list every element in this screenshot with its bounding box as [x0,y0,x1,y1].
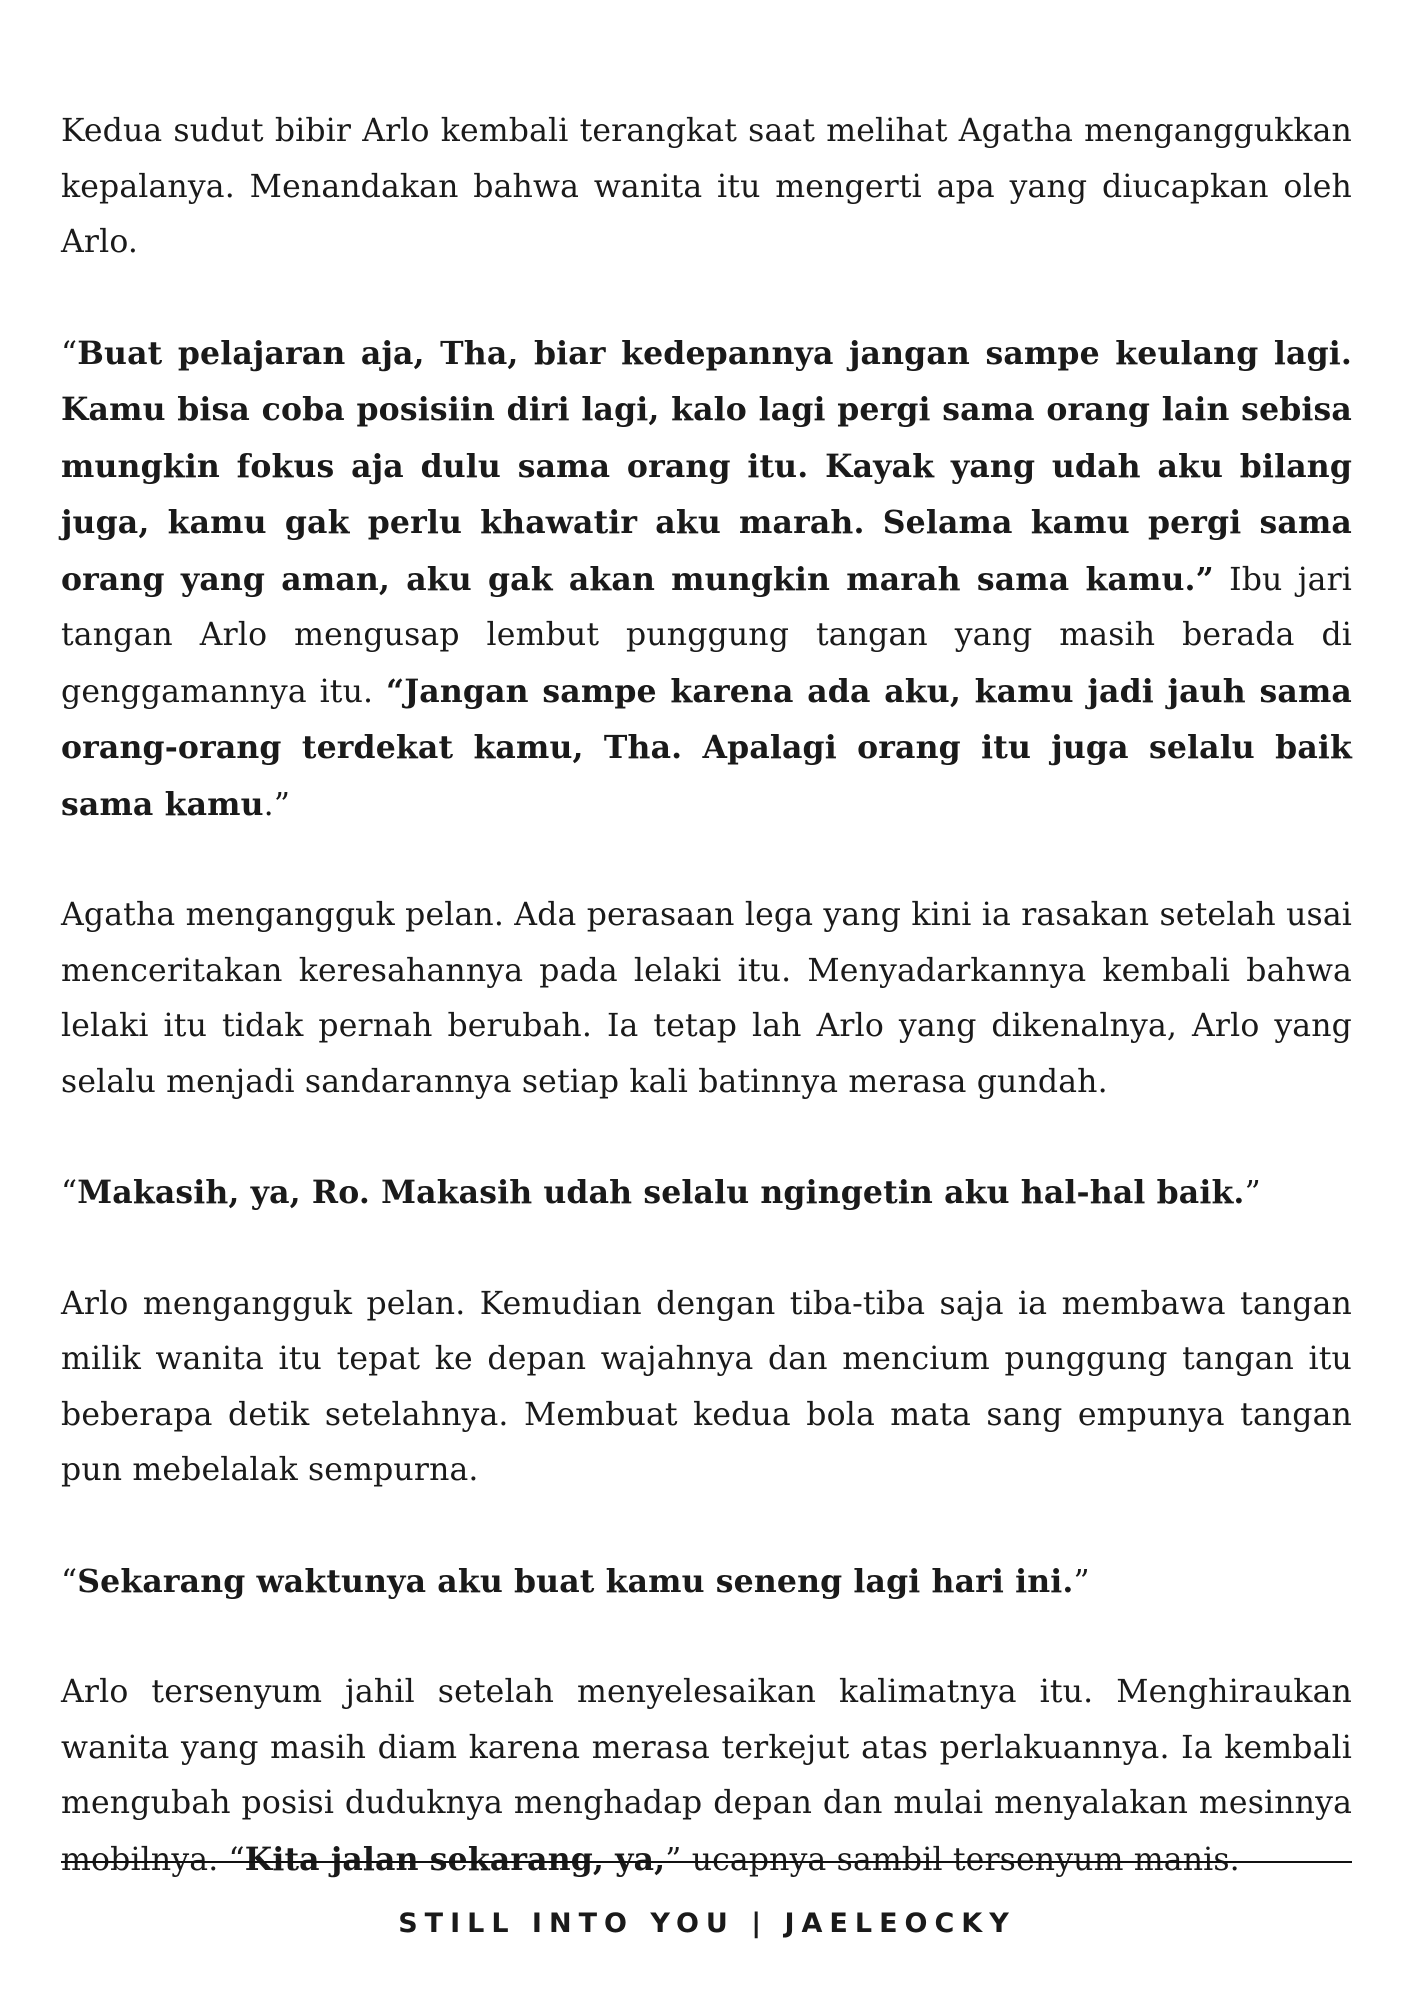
dialogue-bold: Kita jalan sekarang, ya, [244,1840,666,1878]
text-segment: Ibu jari tangan Arlo mengusap lembut punggung tangan yang masih berada di genggamannya itu. [61,561,1352,710]
dialogue-bold: Makasih, ya, Ro. Makasih udah selalu ngingetin aku hal-hal baik. [77,1174,1245,1211]
footer-divider [61,1861,1352,1863]
paragraph-6-dialogue [61,1554,1352,1611]
text-segment: “ [61,1563,78,1600]
text-segment: Arlo mengangguk pelan. Kemudian dengan tiba-tiba saja ia membawa tangan milik wanita itu tepat ke depan wajahnya dan mencium punggung tangan itu beberapa detik setelahnya. Membuat kedua bola mata sang empunya tangan pun mebelalak sempurna. [61,1285,1352,1488]
text-segment: “ [61,1175,78,1211]
text-segment: ” ucapnya sambil tersenyum manis. [665,1841,1240,1878]
paragraph-1 [61,104,1352,271]
dialogue-bold: Sekarang waktunya aku buat kamu seneng lagi hari ini. [77,1562,1074,1600]
text-segment: Agatha mengangguk pelan. Ada perasaan lega yang kini ia rasakan setelah usai menceritakan keresahannya pada lelaki itu. Menyadarkannya kembali bahwa lelaki itu tidak pernah berubah. Ia tetap lah Arlo yang dikenalnya, Arlo yang selalu menjadi sandarannya setiap kali batinnya merasa gundah. [61,897,1352,1100]
paragraph-7 [61,1665,1352,1888]
text-segment: Kedua sudut bibir Arlo kembali terangkat saat melihat Agatha menganggukkan kepalanya. Menandakan bahwa wanita itu mengerti apa yang diucapkan oleh Arlo. [61,113,1352,260]
text-segment: “ [61,335,78,372]
footer-title: STILL INTO YOU | JAELEOCKY [398,1908,1016,1939]
paragraph-3 [61,888,1352,1110]
dialogue-bold: “Jangan sampe karena ada aku, kamu jadi jauh sama orang-orang terdekat kamu, Tha. Apalagi orang itu juga selalu baik sama kamu [61,672,1352,823]
paragraph-4-dialogue [61,1165,1352,1222]
text-segment: .” [263,786,291,823]
dialogue-bold: Buat pelajaran aja, Tha, biar kedepannya jangan sampe keulang lagi. Kamu bisa coba posisiin diri lagi, kalo lagi pergi sama orang lain sebisa mungkin fokus aja dulu sama orang itu. Kayak yang udah aku bilang juga, kamu gak perlu khawatir aku marah. Selama kamu pergi sama orang yang aman, aku gak akan mungkin marah sama kamu.” [61,334,1352,598]
paragraph-5 [61,1277,1352,1499]
text-segment: ” [1244,1175,1261,1211]
story-page [61,104,1352,1943]
paragraph-2-dialogue [61,326,1352,834]
text-segment: ” [1073,1563,1090,1600]
text-segment: Arlo tersenyum jahil setelah menyelesaikan kalimatnya itu. Menghiraukan wanita yang masih diam karena merasa terkejut atas perlakuannya. Ia kembali mengubah posisi duduknya menghadap depan dan mulai menyalakan mesinnya mobilnya. “ [61,1674,1352,1878]
